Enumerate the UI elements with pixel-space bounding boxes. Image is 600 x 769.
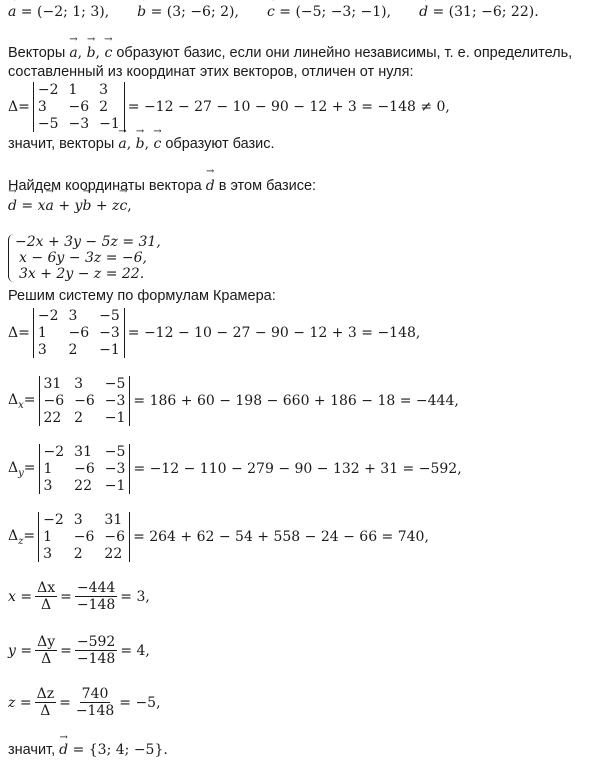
det-cell: 1 (43, 529, 53, 545)
det-cell: −6 (74, 393, 95, 409)
det-x: $\Delta_x=$ 31 3 −5 −6 −6 −3 22 2 −1 = 186 + 60 − 198 − 660 + 186 − 18 = −444, (8, 376, 459, 426)
det-cell: 3 (37, 342, 47, 358)
det-cell: 3 (73, 512, 83, 528)
det-cell: 3 (99, 82, 109, 98)
solution-y: y = $\frac{\Delta y}{\Delta}$ = $\frac{-592}{-148}$ = 4, (8, 634, 150, 667)
det-y: $\Delta_y=$ −2 31 −5 1 −6 −3 3 22 −1 = −12 − 110 − 279 − 90 − 132 + 31 = −592, (8, 444, 462, 494)
det-cell: −6 (73, 529, 95, 545)
det-z: $\Delta_z=$ −2 3 31 1 −6 −6 3 2 22 = 264 + 62 − 54 + 558 − 24 − 66 = 740, (8, 512, 429, 562)
solution-z: z = $\frac{\Delta z}{\Delta}$ = $\frac{740}{-148}$ = −5, (8, 686, 161, 719)
det-cell: −2 (43, 512, 64, 528)
equation-2: x − 6y − 3z = −6, (19, 250, 147, 266)
det-main: Δ= −2 1 3 3 −6 2 −5 −3 −1 = −12 − 27 − 10 − 90 − 12 + 3 = −148 ≠ 0, (8, 82, 450, 132)
det-cell: 1 (37, 325, 47, 341)
det-cell: 3 (43, 546, 53, 562)
det-cell: 31 (104, 512, 123, 528)
det-cell: −3 (104, 393, 126, 409)
det-cell: 1 (43, 461, 53, 477)
solution-x: x = $\frac{\Delta x}{\Delta}$ = $\frac{-444}{-148}$ = 3, (8, 580, 150, 613)
det-cell: 2 (74, 410, 84, 426)
det-main-matrix (33, 82, 125, 132)
vector-b: → b = (3; −6; 2), (137, 4, 239, 20)
det-cell: 3 (74, 376, 84, 392)
det-cell: −6 (68, 325, 90, 341)
det-cell: 22 (74, 478, 92, 494)
equation-1: −2x + 3y − 5z = 31, (15, 234, 161, 250)
det-cell: −1 (104, 410, 126, 426)
det-cell: −5 (104, 444, 126, 460)
det-cell: 31 (74, 444, 92, 460)
det-cell: −3 (104, 461, 126, 477)
det-cell: 22 (43, 410, 62, 426)
det-cell: −6 (74, 461, 95, 477)
cramer-title: Решим систему по формулам Крамера: (8, 288, 276, 304)
equation-3: 3x + 2y − z = 22. (19, 266, 145, 282)
det-cell: −1 (99, 116, 120, 132)
det-cell: 3 (68, 308, 78, 324)
det-cell: −5 (104, 376, 126, 392)
vectors-line (8, 4, 594, 20)
det-cell: −2 (37, 82, 59, 98)
det-cell: −1 (99, 342, 120, 358)
det-cell: 3 (37, 99, 47, 115)
det-y-matrix (39, 444, 131, 494)
vector-a: → a = (−2; 1; 3), (8, 4, 109, 20)
det-cell: −2 (37, 308, 59, 324)
basis-conclusion: значит, векторы → a, → b, → c образуют базис. (8, 136, 594, 152)
det-cell: 2 (68, 342, 78, 358)
det-cell: −3 (99, 325, 120, 341)
det-cell: −5 (37, 116, 59, 132)
det-cell: −6 (43, 393, 65, 409)
det-z-matrix (38, 512, 130, 562)
det-cell: −5 (99, 308, 120, 324)
det-cell: −6 (68, 99, 90, 115)
det-cell: 22 (104, 546, 123, 562)
det-delta: Δ= −2 3 −5 1 −6 −3 3 2 −1 = −12 − 10 − 27 − 90 − 12 + 3 = −148, (8, 308, 421, 358)
det-cell: −6 (104, 529, 126, 545)
det-cell: 2 (73, 546, 83, 562)
det-cell: −3 (68, 116, 90, 132)
det-cell: 3 (43, 478, 53, 494)
vector-d: → d = (31; −6; 22). (419, 4, 539, 20)
det-cell: 31 (43, 376, 62, 392)
det-cell: 2 (99, 99, 109, 115)
final-answer: значит, → d = {3; 4; −5}. (8, 742, 594, 758)
find-coords: Найдем координаты вектора → d в этом базисе: → d = x→ a + y→ b + z→ c, (8, 176, 594, 216)
det-x-matrix (39, 376, 131, 426)
vector-c: → c = (−5; −3; −1), (267, 4, 391, 20)
det-cell: −1 (104, 478, 126, 494)
det-cell: −2 (43, 444, 65, 460)
det-delta-matrix (33, 308, 125, 358)
equation-system (8, 234, 594, 282)
det-cell: 1 (68, 82, 78, 98)
basis-explanation: Векторы → a, → b, → c образуют базис, если они линейно независимы, т. е. определитель, составленный из координат этих векторов, отличен от нуля: (8, 44, 594, 82)
